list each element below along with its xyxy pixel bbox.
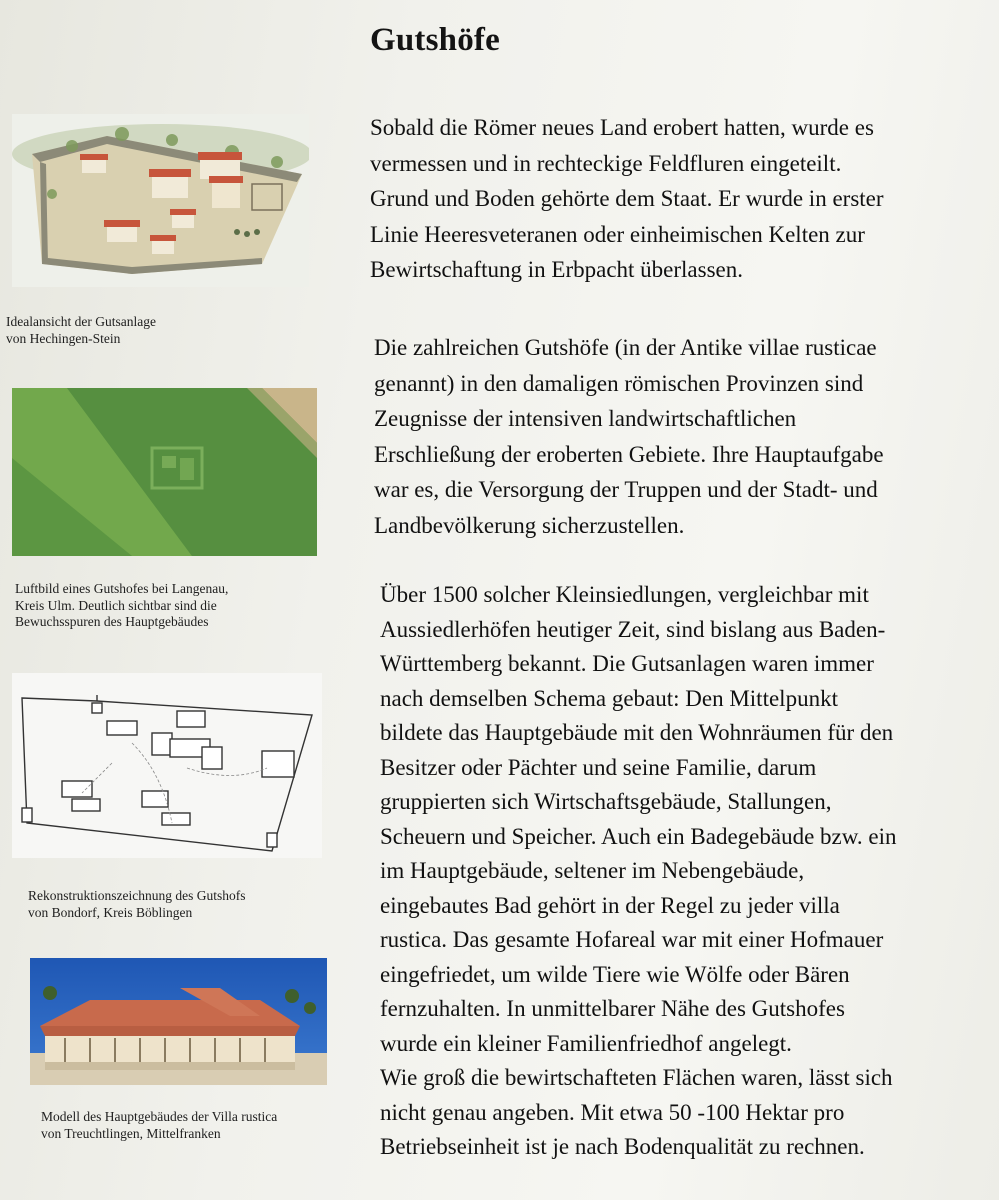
aerial-photo-image [12, 388, 317, 556]
reconstruction-drawing-image [12, 673, 322, 858]
estate-painting-image [12, 114, 309, 287]
figure-caption: Rekonstruktionszeichnung des Gutshofs von Bondorf, Kreis Böblingen [28, 888, 246, 920]
page-title: Gutshöfe [370, 22, 500, 58]
figure-caption: Idealansicht der Gutsanlage von Hechingen-Stein [6, 314, 156, 346]
paragraph: Über 1500 solcher Kleinsiedlungen, vergleichbar mit Aussiedlerhöfen heutiger Zeit, sind bislang aus Baden- Württemberg bekannt. Die Gutsanlagen waren immer nach demselben Schema gebaut: Den Mittelpunkt bildete das Hauptgebäude mit den Wohnräumen für den Besitzer oder Pächter und seine Familie, darum gruppierten sich Wirtschaftsgebäude, Stallungen, Scheuern und Speicher. Auch ein Badegebäude bzw. ein im Hauptgebäude, seltener im Nebengebäude, eingebautes Bad gehört in der Regel zu jeder villa rustica. Das gesamte Hofareal war mit einer Hofmauer eingefriedet, um wilde Tiere wie Wölfe oder Bären fernzuhalten. In unmittelbarer Nähe des Gutshofes wurde ein kleiner Familienfriedhof angelegt. Wie groß die bewirtschafteten Flächen waren, lässt sich nicht genau angeben. Mit etwa 50 -100 Hektar pro Betriebseinheit ist je nach Bodenqualität zu rechnen. [380, 582, 897, 1159]
figure-caption: Modell des Hauptgebäudes der Villa rustica von Treuchtlingen, Mittelfranken [41, 1109, 278, 1141]
paragraph: Sobald die Römer neues Land erobert hatten, wurde es vermessen und in rechteckige Feldfluren eingeteilt. Grund und Boden gehörte dem Staat. Er wurde in erster Linie Heeresveteranen oder einheimischen Kelten zur Bewirtschaftung in Erbpacht überlassen. [370, 115, 884, 282]
figure-caption: Luftbild eines Gutshofes bei Langenau, Kreis Ulm. Deutlich sichtbar sind die Bewuchsspuren des Hauptgebäudes [15, 581, 229, 629]
villa-model-image [30, 958, 327, 1085]
paragraph: Die zahlreichen Gutshöfe (in der Antike villae rusticae genannt) in den damaligen römischen Provinzen sind Zeugnisse der intensiven landwirtschaftlichen Erschließung der eroberten Gebiete. Ihre Hauptaufgabe war es, die Versorgung der Truppen und der Stadt- und Landbevölkerung sicherzustellen. [374, 335, 884, 538]
